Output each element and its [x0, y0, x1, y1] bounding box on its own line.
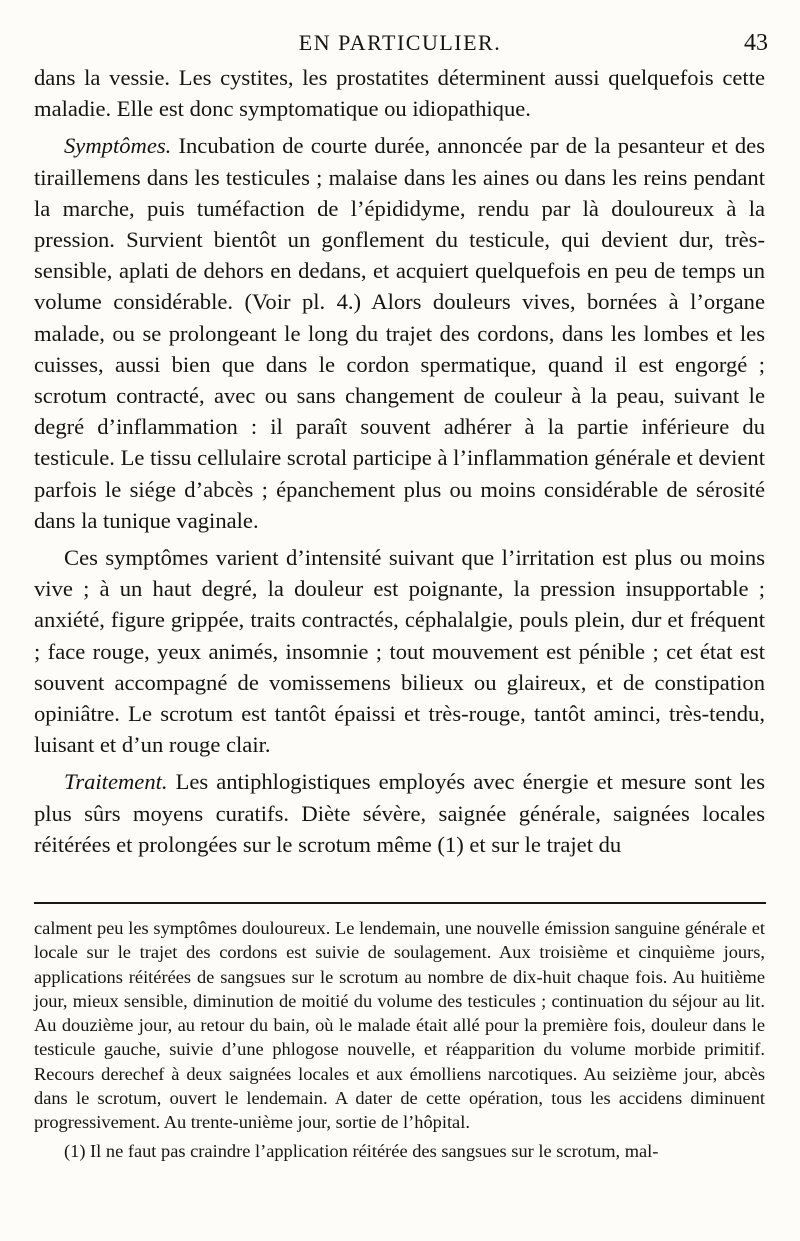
running-title: EN PARTICULIER. [298, 30, 502, 55]
footnotes [34, 916, 765, 1163]
main-text [34, 62, 765, 860]
paragraph-traitement [34, 766, 765, 860]
footnote-divider [34, 902, 766, 904]
paragraph-intensite: Ces symptômes varient d’intensité suivant que l’irritation est plus ou moins vive ; à un haut degré, la douleur est poignante, la pression insupportable ; anxiété, figure grippée, traits contractés, céphalalgie, pouls plein, dur et fréquent ; face rouge, yeux animés, insomnie ; tout mouvement est pénible ; cet état est souvent accompagné de vomissemens bilieux ou glaireux, et de constipation opiniâtre. Le scrotum est tantôt épaissi et très-rouge, tantôt aminci, très-tendu, luisant et d’un rouge clair. [34, 545, 765, 758]
section-lead-symptomes: Symptômes. [64, 133, 172, 159]
paragraph-symptomes-text: Incubation de courte durée, annoncée par de la pesanteur et des tiraillemens dans les testicules ; malaise dans les aines ou dans les reins pendant la marche, puis tuméfaction de l’épididyme, rendu par là douloureux à la pression. Survient bientôt un gonflement du testicule, qui devient dur, très-sensible, aplati de dehors en dedans, et acquiert quelquefois en peu de temps un volume considérable. (Voir pl. 4.) Alors douleurs vives, bornées à l’organe malade, ou se prolongeant le long du trajet des cordons, dans les lombes et les cuisses, aussi bien que dans le cordon spermatique, quand il est engorgé ; scrotum contracté, avec ou sans changement de couleur à la peau, suivant le degré d’inflammation : il paraît souvent adhérer à la partie inférieure du testicule. Le tissu cellulaire scrotal participe à l’inflammation générale et devient parfois le siége d’abcès ; épanchement plus ou moins considérable de sérosité dans la tunique vaginale. [34, 133, 765, 533]
paragraph-continuation: dans la vessie. Les cystites, les prostatites déterminent aussi quelquefois cette maladie. Elle est donc symptomatique ou idiopathique. [34, 65, 765, 122]
page-header [0, 28, 800, 62]
footnote-continuation: calment peu les symptômes douloureux. Le lendemain, une nouvelle émission sanguine générale et locale sur le trajet des cordons est suivie de soulagement. Aux troisième et cinquième jours, applications réitérées de sangsues sur le scrotum au nombre de dix-huit chaque fois. Au huitième jour, mieux sensible, diminution de moitié du volume des testicules ; continuation du séjour au lit. Au douzième jour, au retour du bain, où le malade était allé pour la première fois, douleur dans le testicule gauche, suivie d’une phlogose nouvelle, et réapparition du volume morbide primitif. Recours derechef à deux saignées locales et aux émolliens narcotiques. Au seizième jour, abcès dans le scrotum, ouvert le lendemain. A dater de cette opération, tous les accidens diminuent progressivement. Au trente-unième jour, sortie de l’hôpital. [34, 918, 765, 1133]
page-number: 43 [744, 30, 768, 56]
paragraph-traitement-text: Les antiphlogistiques employés avec énergie et mesure sont les plus sûrs moyens curatifs. Diète sévère, saignée générale, saignées locales réitérées et prolongées sur le scrotum même (1) et sur le trajet du [34, 769, 765, 857]
paragraph-symptomes [34, 130, 765, 536]
footnote-1: (1) Il ne faut pas craindre l’application réitérée des sangsues sur le scrotum, mal- [64, 1140, 659, 1161]
section-lead-traitement: Traitement. [64, 769, 168, 795]
